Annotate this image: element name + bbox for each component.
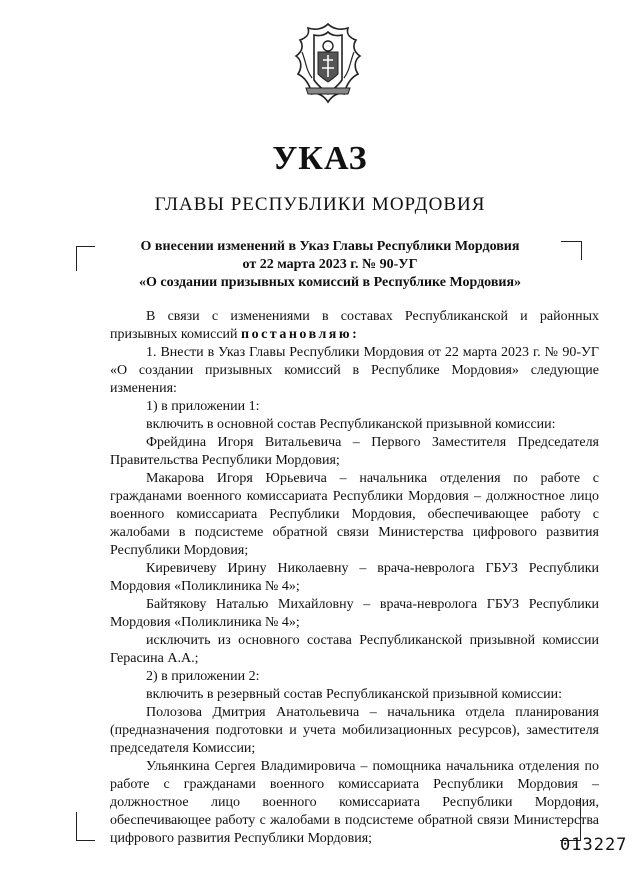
appendix-item: 2) в приложении 2: [146, 669, 260, 684]
decree-keyword: постановляю: [241, 327, 360, 342]
amendment-paragraph: 1. Внести в Указ Главы Республики Мордовия от 22 марта 2023 г. № 90-УГ «О создании призывных комиссий в Республике Мордовия» следующие изменения: [110, 345, 599, 396]
document-heading [100, 238, 560, 292]
appendix-item: 1) в приложении 1: [146, 399, 260, 414]
commission-instruction: включить в основной состав Республиканской призывной комиссии: [146, 417, 556, 432]
mordovia-coat-of-arms-icon [292, 22, 364, 104]
heading-line: от 22 марта 2023 г. № 90-УГ [242, 257, 418, 272]
decree-body [110, 308, 599, 848]
intro-paragraph [110, 308, 599, 344]
document-number: 013227 [560, 835, 628, 855]
intro-text: В связи с изменениями в составах Республиканской и районных призывных комиссий [110, 309, 599, 342]
member-entry: Полозова Дмитрия Анатольевича – начальника отдела планирования (предназначения подготовки и учета мобилизационных ресурсов), заместителя председателя Комиссии; [110, 705, 599, 756]
heading-bracket-top-right [561, 241, 582, 260]
heading-line: «О создании призывных комиссий в Республике Мордовия» [138, 275, 522, 290]
text-bracket-bottom-left [76, 812, 95, 841]
decree-subtitle: ГЛАВЫ РЕСПУБЛИКИ МОРДОВИЯ [154, 194, 486, 215]
member-entry: Киревичеву Ирину Николаевну – врача-невролога ГБУЗ Республики Мордовия «Поликлиника № 4»; [110, 561, 599, 594]
member-entry: Фрейдина Игоря Витальевича – Первого Заместителя Председателя Правительства Республики Мордовия; [110, 435, 599, 468]
commission-instruction: включить в резервный состав Республиканской призывной комиссии: [146, 687, 563, 702]
member-entry: Макарова Игоря Юрьевича – начальника отделения по работе с гражданами военного комиссариата Республики Мордовия – должностное лицо военного комиссариата Республики Мордовия, обеспечивающее работу с жалобами в подсистеме обратной связи Министерства цифрового развития Республики Мордовия; [110, 471, 599, 558]
heading-line: О внесении изменений в Указ Главы Республики Мордовия [140, 239, 520, 254]
member-entry: Ульянкина Сергея Владимировича – помощника начальника отделения по работе с гражданами военного комиссариата Республики Мордовия – должностное лицо военного комиссариата Республики Мордовия, обеспечивающее работу с жалобами в подсистеме обратной связи Министерства цифрового развития Республики Мордовия; [110, 759, 599, 846]
exclusion-entry: исключить из основного состава Республиканской призывной комиссии Герасина А.А.; [110, 633, 599, 666]
member-entry: Байтякову Наталью Михайловну – врача-невролога ГБУЗ Республики Мордовия «Поликлиника № 4»; [110, 597, 599, 630]
heading-bracket-top-left [76, 246, 95, 271]
decree-title: УКАЗ [272, 140, 368, 177]
